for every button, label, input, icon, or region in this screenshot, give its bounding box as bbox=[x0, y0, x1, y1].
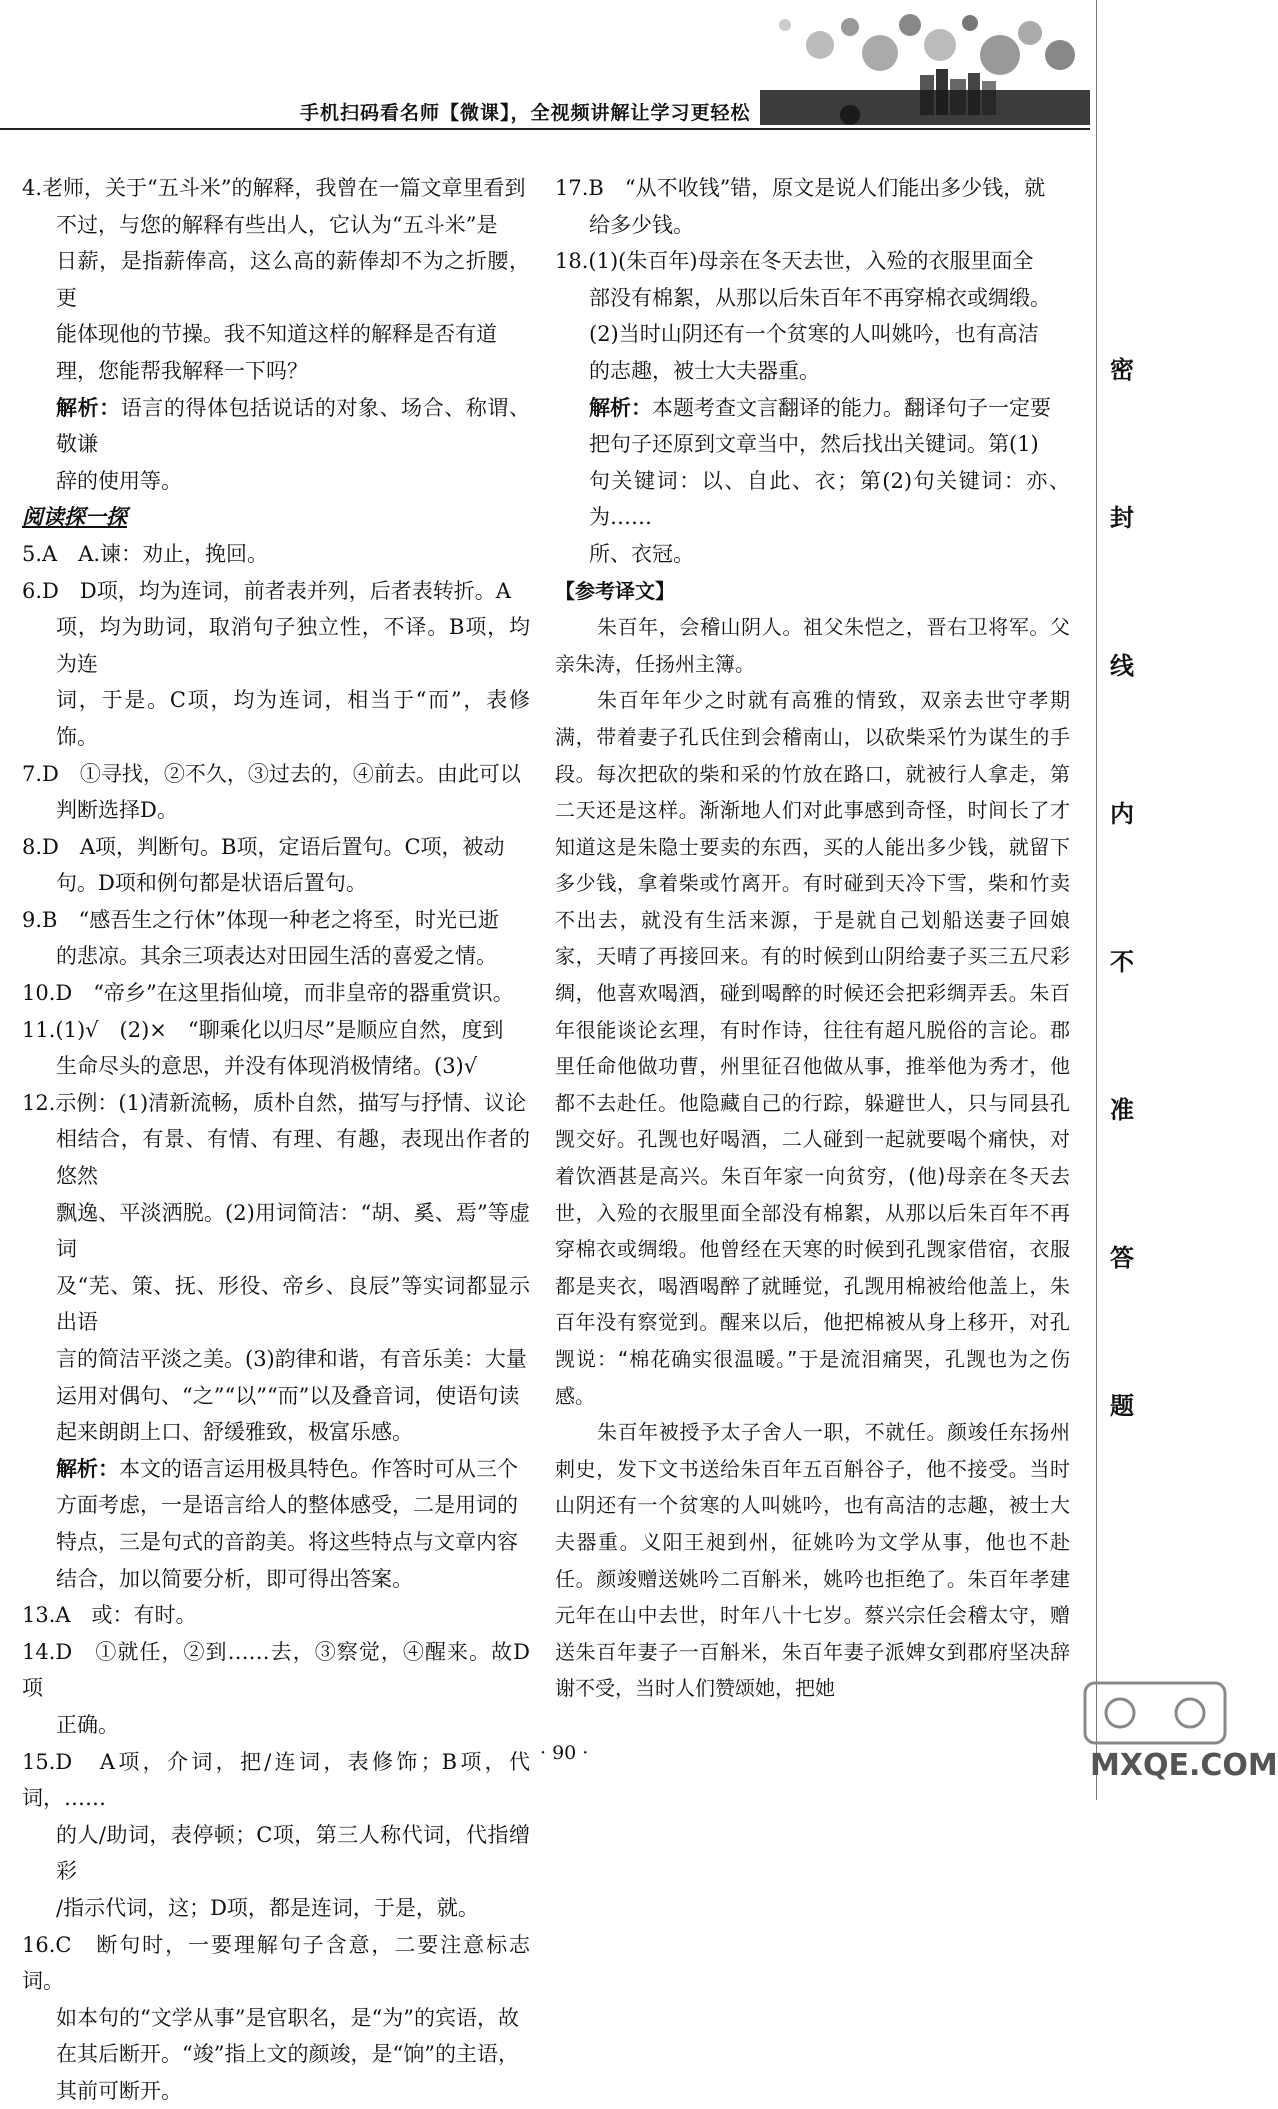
answer-line: 运用对偶句、“之”“以”“而”以及叠音词，使语句读 bbox=[56, 1383, 520, 1408]
left-column bbox=[22, 170, 530, 2109]
analysis-line bbox=[22, 390, 530, 463]
decorative-books-icon bbox=[760, 5, 1090, 145]
answer-line: 言的简洁平淡之美。(3)韵律和谐，有音乐美：大量 bbox=[56, 1347, 527, 1371]
answer-line: 生命尽头的意思，并没有体现消极情绪。(3)√ bbox=[56, 1054, 478, 1079]
answer-line: 起来朗朗上口、舒缓雅致，极富乐感。 bbox=[56, 1420, 413, 1445]
answer-line: 5.A A.谏：劝止，挽回。 bbox=[22, 541, 269, 566]
answer-line: 14.D ①就任，②到……去，③察觉，④醒来。故D项 bbox=[22, 1639, 530, 1701]
answer-line: 给多少钱。 bbox=[589, 212, 694, 237]
binding-char: 密 bbox=[1110, 356, 1134, 384]
page-number: · 90 · bbox=[540, 1742, 589, 1764]
answer-line: 11.(1)√ (2)× “聊乘化以归尽”是顺应自然，度到 bbox=[22, 1017, 504, 1042]
analysis-line bbox=[22, 1451, 530, 1488]
answer-line: 的人/助词，表停顿；C项，第三人称代词，代指缯彩 bbox=[56, 1822, 530, 1884]
answer-line: 及“芜、策、抚、形役、帝乡、良辰”等实词都显示出语 bbox=[56, 1273, 530, 1335]
answer-line: 相结合，有景、有情、有理、有趣，表现出作者的悠然 bbox=[56, 1127, 530, 1189]
answer-line: 把句子还原到文章当中，然后找出关键词。第(1) bbox=[589, 432, 1039, 457]
binding-char: 答 bbox=[1110, 1244, 1134, 1272]
answer-line: /指示代词，这；D项，都是连词，于是，就。 bbox=[56, 1895, 479, 1920]
answer-line: 在其后断开。“竣”指上文的颜竣，是“饷”的主语， bbox=[56, 2042, 519, 2067]
section-title: 阅读探一探 bbox=[22, 504, 127, 530]
right-column bbox=[555, 170, 1070, 1707]
answer-line: 正确。 bbox=[56, 1712, 119, 1737]
answer-line: 辞的使用等。 bbox=[56, 468, 182, 493]
watermark-text: MXQE.COM bbox=[1090, 1748, 1278, 1783]
answer-line: 所、衣冠。 bbox=[589, 541, 694, 566]
answer-line: 13.A 或：有时。 bbox=[22, 1603, 197, 1628]
answer-line: 7.D ①寻找，②不久，③过去的，④前去。由此可以 bbox=[22, 761, 521, 786]
answer-line: 4.老师，关于“五斗米”的解释，我曾在一篇文章里看到 bbox=[22, 176, 526, 200]
answer-line: 句。D项和例句都是状语后置句。 bbox=[56, 871, 367, 896]
answer-line: 结合，加以简要分析，即可得出答案。 bbox=[56, 1566, 413, 1591]
answer-line: 6.D D项，均为连词，前者表并列，后者表转折。A bbox=[22, 578, 511, 603]
analysis-label: 解析： bbox=[56, 394, 121, 420]
binding-char: 封 bbox=[1110, 504, 1134, 532]
binding-line bbox=[1096, 0, 1097, 1800]
analysis-text: 语言的得体包括说话的对象、场合、称谓、敬谦 bbox=[56, 395, 531, 457]
translation-title: 【参考译文】 bbox=[555, 578, 675, 603]
answer-line: 的志趣，被士大夫器重。 bbox=[589, 358, 820, 383]
binding-char: 线 bbox=[1110, 652, 1134, 680]
binding-char: 不 bbox=[1110, 948, 1134, 976]
analysis-label: 解析： bbox=[56, 1455, 119, 1481]
answer-line: 15.D A项，介词，把/连词，表修饰；B项，代词，…… bbox=[22, 1749, 530, 1811]
binding-char: 内 bbox=[1110, 800, 1134, 828]
answer-line: 项，均为助词，取消句子独立性，不译。B项，均为连 bbox=[56, 615, 530, 676]
answer-line: 能体现他的节操。我不知道这样的解释是否有道 bbox=[56, 322, 497, 347]
answer-line: 部没有棉絮，从那以后朱百年不再穿棉衣或绸缎。 bbox=[589, 285, 1051, 310]
answer-line: 方面考虑，一是语言给人的整体感受，二是用词的 bbox=[56, 1493, 518, 1518]
answer-line: 日薪，是指薪俸高，这么高的薪俸却不为之折腰，更 bbox=[56, 249, 530, 310]
answer-line: (2)当时山阴还有一个贫寒的人叫姚吟，也有高洁 bbox=[589, 322, 1039, 347]
answer-line: 18.(1)(朱百年)母亲在冬天去世，入殓的衣服里面全 bbox=[555, 249, 1034, 274]
translation-paragraph: 朱百年年少之时就有高雅的情致，双亲去世守孝期满，带着妻子孔氏住到会稽南山，以砍柴采竹为谋生的手段。每次把砍的柴和采的竹放在路口，就被行人拿走，第二天还是这样。渐渐地人们对此事感到奇怪，时间长了才知道这是朱隐士要卖的东西，买的人能出多少钱，就留下多少钱，拿着柴或竹离开。有时碰到天冷下雪，柴和竹卖不出去，就没有生活来源，于是就自己划船送妻子回娘家，天晴了再接回来。有的时候到山阴给妻子买三五尺彩绸，他喜欢喝酒，碰到喝醉的时候还会把彩绸弄丢。朱百年很能谈论玄理，有时作诗，往往有超凡脱俗的言论。郡里任命他做功曹，州里征召他做从事，推举他为秀才，他都不去赴任。他隐藏自己的行踪，躲避世人，只与同县孔觊交好。孔觊也好喝酒，二人碰到一起就要喝个痛快，对着饮酒甚是高兴。朱百年家一向贫穷，(他)母亲在冬天去世，入殓的衣服里面全部没有棉絮，从那以后朱百年不再穿棉衣或绸缎。他曾经在天寒的时候到孔觊家借宿，衣服都是夹衣，喝酒喝醉了就睡觉，孔觊用棉被给他盖上，朱百年没有察觉到。醒来以后，他把棉被从身上移开，对孔觊说：“棉花确实很温暖。”于是流泪痛哭，孔觊也为之伤感。 bbox=[555, 688, 1070, 1408]
answer-line: 16.C 断句时，一要理解句子含意，二要注意标志词。 bbox=[22, 1932, 530, 1994]
binding-char: 准 bbox=[1110, 1096, 1134, 1124]
analysis-label: 解析： bbox=[589, 394, 652, 420]
translation-paragraph: 朱百年，会稽山阴人。祖父朱恺之，晋右卫将军。父亲朱涛，任扬州主簿。 bbox=[555, 615, 1070, 676]
analysis-line bbox=[555, 390, 1070, 427]
analysis-text: 本文的语言运用极具特色。作答时可从三个 bbox=[119, 1456, 518, 1481]
answer-line: 不过，与您的解释有些出人，它认为“五斗米”是 bbox=[56, 212, 498, 237]
reference-translation bbox=[555, 573, 1070, 1707]
answer-line: 特点，三是句式的音韵美。将这些特点与文章内容 bbox=[56, 1529, 518, 1554]
answer-line: 10.D “帝乡”在这里指仙境，而非皇帝的器重赏识。 bbox=[22, 981, 514, 1006]
answer-line: 8.D A项，判断句。B项，定语后置句。C项，被动 bbox=[22, 834, 505, 859]
header-tagline: 手机扫码看名师【微课】，全视频讲解让学习更轻松 bbox=[300, 102, 751, 124]
translation-paragraph: 朱百年被授予太子舍人一职，不就任。颜竣任东扬州刺史，发下文书送给朱百年五百斛谷子，他不接受。当时山阴还有一个贫寒的人叫姚吟，也有高洁的志趣，被士大夫器重。义阳王昶到州，征姚吟为文学从事，他也不赴任。颜竣赠送姚吟二百斛米，姚吟也拒绝了。朱百年孝建元年在山中去世，时年八十七岁。蔡兴宗任会稽太守，赠送朱百年妻子一百斛米，朱百年妻子派婢女到郡府坚决辞谢不受，当时人们赞颂她，把她 bbox=[555, 1420, 1070, 1701]
answer-line: 12.示例：(1)清新流畅，质朴自然，描写与抒情、议论 bbox=[22, 1090, 527, 1115]
answer-line: 17.B “从不收钱”错，原文是说人们能出多少钱，就 bbox=[555, 176, 1046, 200]
answer-line: 句关键词：以、自此、衣；第(2)句关键词：亦、为…… bbox=[589, 468, 1070, 530]
answer-line: 飘逸、平淡洒脱。(2)用词简洁：“胡、奚、焉”等虚词 bbox=[56, 1200, 530, 1262]
answer-line: 如本句的“文学从事”是官职名，是“为”的宾语，故 bbox=[56, 2005, 519, 2030]
answer-line: 的悲凉。其余三项表达对田园生活的喜爱之情。 bbox=[56, 944, 497, 969]
answer-line: 判断选择D。 bbox=[56, 798, 178, 823]
answer-line: 词，于是。C项，均为连词，相当于“而”，表修饰。 bbox=[56, 688, 530, 749]
answer-line: 理，您能帮我解释一下吗？ bbox=[56, 358, 308, 383]
answer-line: 其前可断开。 bbox=[56, 2078, 182, 2103]
answer-line: 9.B “感吾生之行休”体现一种老之将至，时光已逝 bbox=[22, 907, 499, 932]
page-header bbox=[0, 0, 1241, 140]
binding-char: 题 bbox=[1110, 1392, 1134, 1420]
analysis-text: 本题考查文言翻译的能力。翻译句子一定要 bbox=[652, 395, 1051, 420]
